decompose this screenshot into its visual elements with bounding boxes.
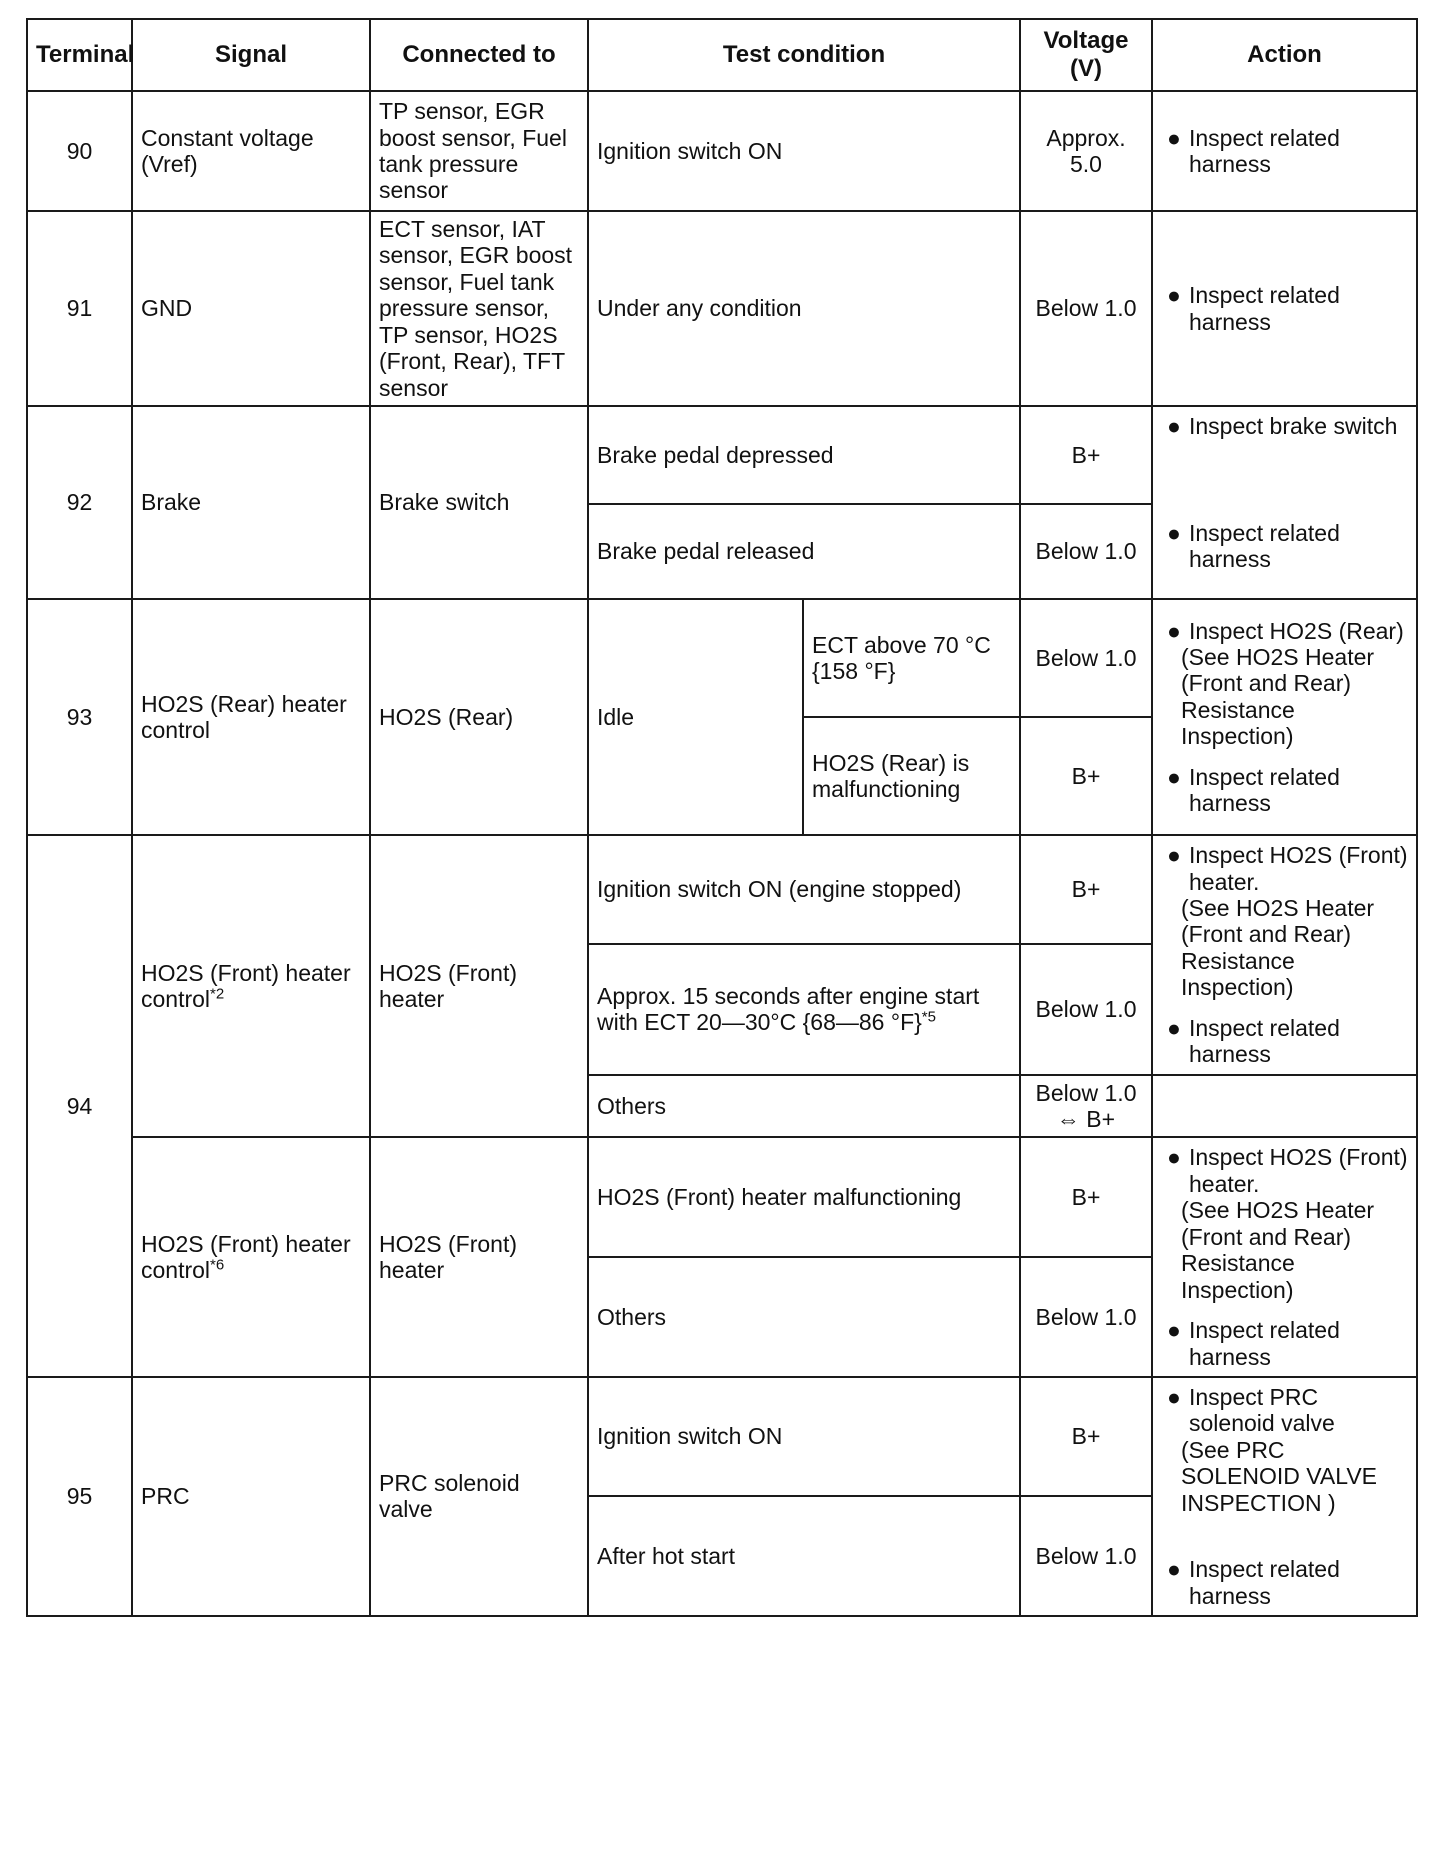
action-cell bbox=[1152, 599, 1417, 835]
footnote-marker: *2 bbox=[210, 985, 225, 1003]
signal-cell: PRC bbox=[132, 1377, 370, 1616]
voltage-cell: Below 1.0 bbox=[1020, 944, 1152, 1075]
bullet-icon: ● bbox=[1167, 763, 1181, 790]
action-cell bbox=[1152, 91, 1417, 211]
action-item: ● Inspect HO2S (Front) heater. (See HO2S Heater (Front and Rear) Resistance Inspection) bbox=[1167, 1144, 1408, 1303]
header-action: Action bbox=[1152, 19, 1417, 91]
voltage-cell: B+ bbox=[1020, 717, 1152, 835]
action-item: ● Inspect brake switch bbox=[1167, 413, 1398, 440]
table-row bbox=[27, 91, 1417, 211]
connected-cell: PRC solenoid valve bbox=[370, 1377, 588, 1616]
action-item: ● Inspect related harness bbox=[1167, 763, 1340, 817]
footnote-marker: *6 bbox=[210, 1256, 225, 1274]
connected-cell: Brake switch bbox=[370, 406, 588, 599]
test-condition-cell: Brake pedal depressed bbox=[588, 406, 1020, 504]
voltage-cell: Below 1.0 bbox=[1020, 1496, 1152, 1616]
action-item: ● Inspect related harness bbox=[1167, 519, 1340, 572]
voltage-cell: Approx. 5.0 bbox=[1020, 91, 1152, 211]
action-item: ● Inspect related harness bbox=[1167, 1556, 1340, 1609]
header-row bbox=[27, 19, 1417, 91]
action-item: ● Inspect related harness bbox=[1167, 1317, 1340, 1370]
signal-cell: GND bbox=[132, 211, 370, 406]
action-item: ● Inspect HO2S (Front) heater. (See HO2S Heater (Front and Rear) Resistance Inspection) bbox=[1167, 842, 1408, 1001]
action-item: ● Inspect HO2S (Rear) (See HO2S Heater (Front and Rear) Resistance Inspection) bbox=[1161, 618, 1408, 750]
voltage-cell: B+ bbox=[1020, 406, 1152, 504]
test-subcondition-cell: ECT above 70 °C {158 °F} bbox=[803, 599, 1020, 717]
voltage-cell: B+ bbox=[1020, 1137, 1152, 1257]
voltage-cell: Below 1.0 bbox=[1020, 211, 1152, 406]
action-cell bbox=[1152, 406, 1417, 599]
test-subcondition-cell: HO2S (Rear) is malfunctioning bbox=[803, 717, 1020, 835]
header-signal: Signal bbox=[132, 19, 370, 91]
bullet-icon: ● bbox=[1167, 1144, 1181, 1171]
test-condition-cell: Ignition switch ON (engine stopped) bbox=[588, 835, 1020, 944]
table-row bbox=[27, 599, 1417, 717]
action-cell-empty bbox=[1152, 1075, 1417, 1138]
bullet-icon: ● bbox=[1167, 1556, 1181, 1583]
terminal-cell: 92 bbox=[27, 406, 132, 599]
test-condition-cell: Idle bbox=[588, 599, 803, 835]
test-condition-cell: Ignition switch ON bbox=[588, 91, 1020, 211]
terminal-voltage-table bbox=[26, 18, 1418, 1617]
test-condition-cell: Under any condition bbox=[588, 211, 1020, 406]
action-cell bbox=[1152, 1137, 1417, 1377]
connected-cell: TP sensor, EGR boost sensor, Fuel tank pressure sensor bbox=[370, 91, 588, 211]
voltage-cell: Below 1.0 ⇔ B+ bbox=[1020, 1075, 1152, 1138]
voltage-cell: B+ bbox=[1020, 1377, 1152, 1497]
bullet-icon: ● bbox=[1167, 1317, 1181, 1344]
action-item: ● Inspect related harness bbox=[1167, 124, 1340, 177]
action-cell bbox=[1152, 211, 1417, 406]
terminal-cell: 90 bbox=[27, 91, 132, 211]
connected-cell: HO2S (Front) heater bbox=[370, 835, 588, 1137]
action-item: ● Inspect PRC solenoid valve (See PRC SOLENOID VALVE INSPECTION ) bbox=[1161, 1384, 1408, 1516]
bullet-icon: ● bbox=[1167, 1383, 1181, 1410]
bullet-icon: ● bbox=[1167, 413, 1181, 440]
signal-cell: HO2S (Front) heater control$^{*6}$ bbox=[132, 1137, 370, 1377]
bullet-icon: ● bbox=[1167, 282, 1181, 309]
bullet-icon: ● bbox=[1167, 842, 1181, 869]
test-condition-cell: HO2S (Front) heater malfunctioning bbox=[588, 1137, 1020, 1257]
action-item: ● Inspect related harness bbox=[1167, 282, 1340, 335]
table-row bbox=[27, 1137, 1417, 1257]
header-voltage: Voltage (V) bbox=[1020, 19, 1152, 91]
table-row bbox=[27, 211, 1417, 406]
voltage-cell: Below 1.0 bbox=[1020, 599, 1152, 717]
terminal-table-page bbox=[26, 18, 1416, 1617]
connected-cell: HO2S (Front) heater bbox=[370, 1137, 588, 1377]
action-reference: (See HO2S Heater (Front and Rear) Resistance Inspection) bbox=[1181, 1197, 1375, 1303]
bullet-icon: ● bbox=[1167, 124, 1181, 151]
signal-cell: Constant voltage (Vref) bbox=[132, 91, 370, 211]
test-condition-cell: Others bbox=[588, 1075, 1020, 1138]
action-cell bbox=[1152, 1377, 1417, 1616]
table-row bbox=[27, 1377, 1417, 1497]
action-reference: (See HO2S Heater (Front and Rear) Resistance Inspection) bbox=[1181, 643, 1375, 750]
voltage-cell: Below 1.0 bbox=[1020, 504, 1152, 599]
bullet-icon: ● bbox=[1167, 617, 1181, 644]
signal-cell: HO2S (Front) heater control$^{*2}$ bbox=[132, 835, 370, 1137]
terminal-cell: 91 bbox=[27, 211, 132, 406]
action-cell bbox=[1152, 835, 1417, 1075]
header-test-condition: Test condition bbox=[588, 19, 1020, 91]
test-condition-cell: Brake pedal released bbox=[588, 504, 1020, 599]
bullet-icon: ● bbox=[1167, 519, 1181, 546]
header-terminal: Terminal bbox=[27, 19, 132, 91]
bullet-icon: ● bbox=[1167, 1014, 1181, 1041]
test-condition-cell: Ignition switch ON bbox=[588, 1377, 1020, 1497]
header-connected-to: Connected to bbox=[370, 19, 588, 91]
action-item: ● Inspect related harness bbox=[1167, 1014, 1340, 1068]
terminal-cell: 93 bbox=[27, 599, 132, 835]
signal-cell: Brake bbox=[132, 406, 370, 599]
terminal-cell: 95 bbox=[27, 1377, 132, 1616]
test-condition-cell: Approx. 15 seconds after engine start with ECT 20—30°C {68—86 °F}$^{*5}$ bbox=[588, 944, 1020, 1075]
connected-cell: ECT sensor, IAT sensor, EGR boost sensor, Fuel tank pressure sensor, TP sensor, HO2S (Front, Rear), TFT sensor bbox=[370, 211, 588, 406]
action-reference: (See HO2S Heater (Front and Rear) Resistance Inspection) bbox=[1181, 894, 1375, 1001]
connected-cell: HO2S (Rear) bbox=[370, 599, 588, 835]
voltage-cell: Below 1.0 bbox=[1020, 1257, 1152, 1377]
test-condition-cell: After hot start bbox=[588, 1496, 1020, 1616]
action-reference: (See PRC SOLENOID VALVE INSPECTION ) bbox=[1181, 1436, 1377, 1516]
table-row bbox=[27, 835, 1417, 944]
voltage-cell: B+ bbox=[1020, 835, 1152, 944]
footnote-marker: *5 bbox=[921, 1008, 936, 1026]
test-condition-cell: Others bbox=[588, 1257, 1020, 1377]
table-row bbox=[27, 406, 1417, 504]
signal-cell: HO2S (Rear) heater control bbox=[132, 599, 370, 835]
terminal-cell: 94 bbox=[27, 835, 132, 1377]
